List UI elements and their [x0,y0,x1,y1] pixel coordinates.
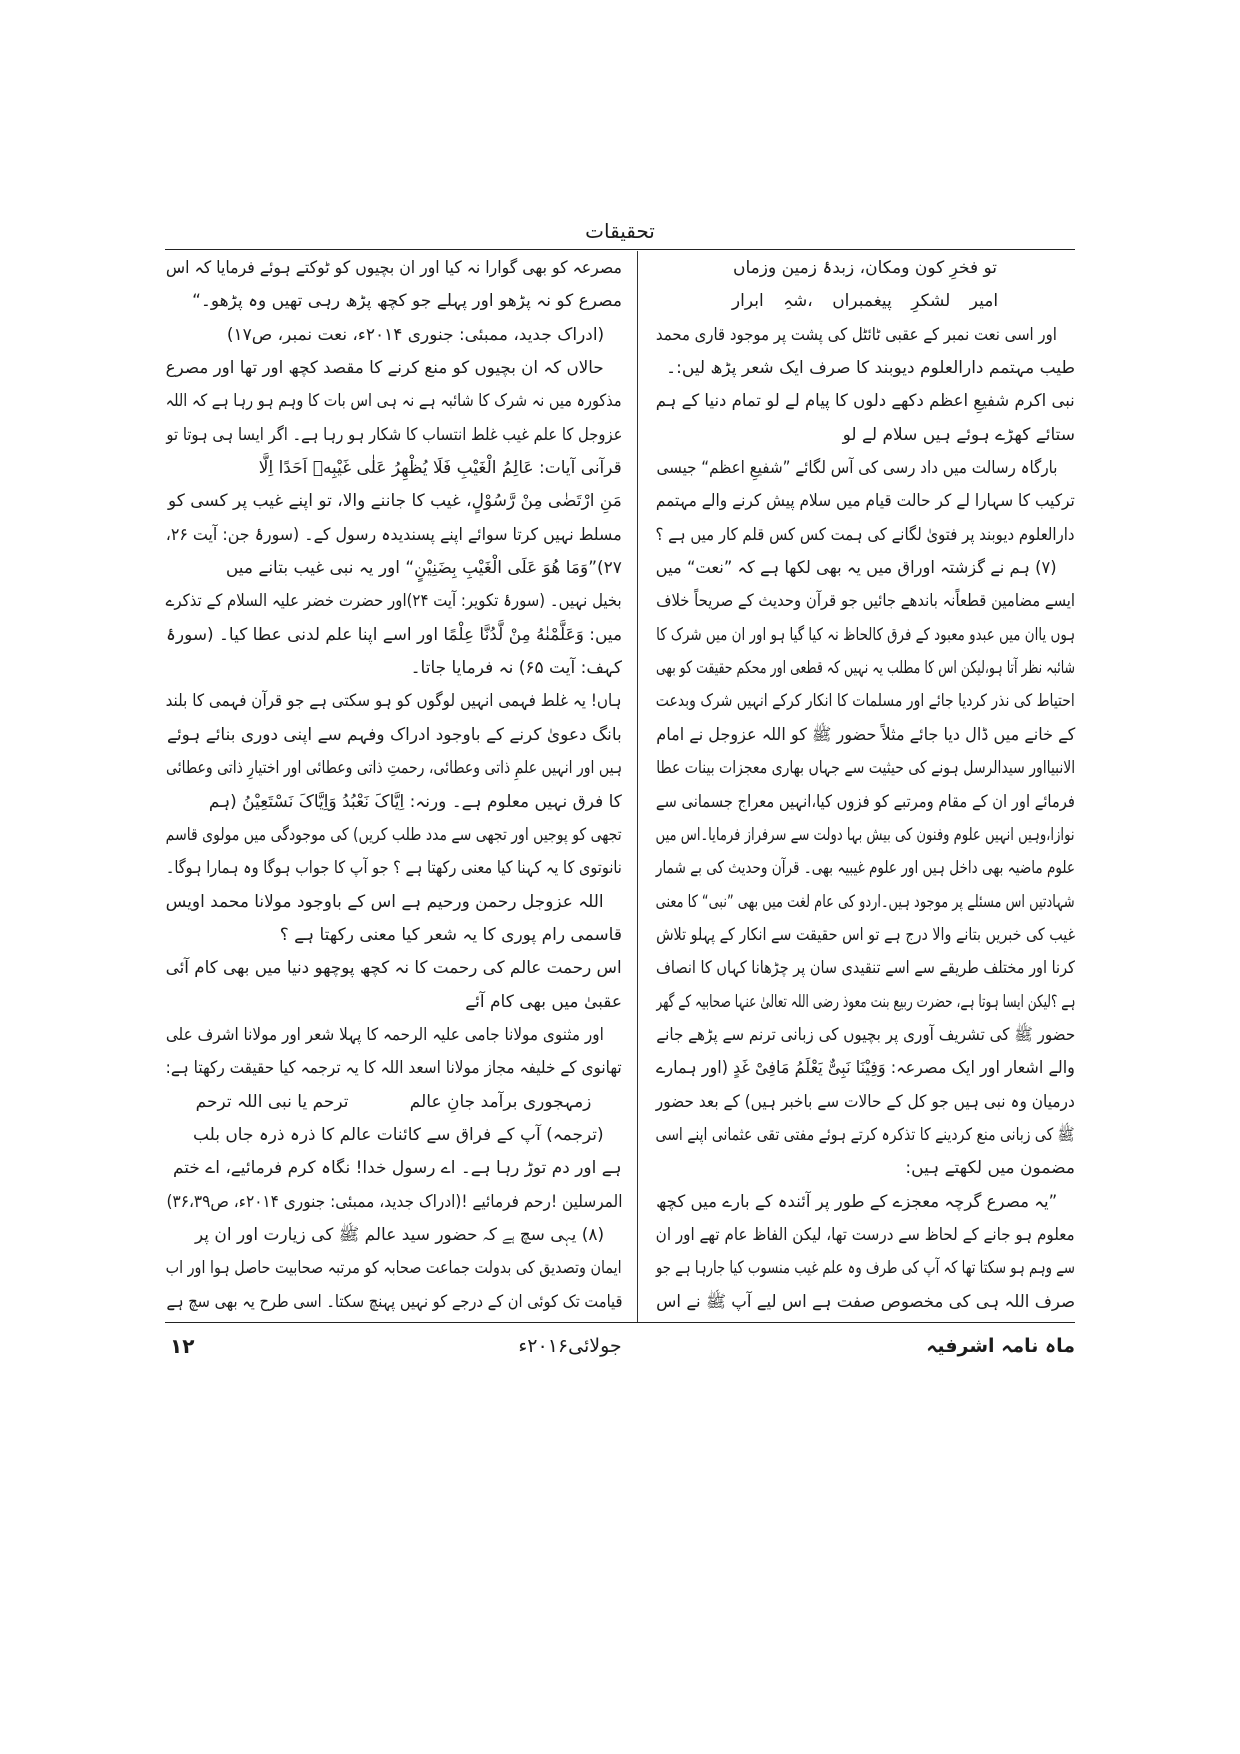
header-rule [165,249,1075,250]
line-text: شائبہ نظر آتا ہو،لیکن اس کا مطلب یہ نہیں کہ قطعی اور محکم حقیقت کو بھی [655,658,1075,679]
text-line [655,319,1075,352]
line-text: قاسمی رام پوری کا یہ شعر کیا معنی رکھتا ہے ؟ [279,924,622,945]
text-line [165,1152,622,1185]
text-line [655,285,1075,318]
text-line [165,752,622,785]
line-text: ہے ؟لیکن ایسا ہوتا ہے، حضرت ربیع بنت معوذ رضی اللہ تعالیٰ عنہا صحابیہ کے گھر [655,991,1075,1012]
text-line [165,619,622,652]
magazine-name: ماہ نامہ اشرفیہ [926,1335,1075,1357]
line-text: غیب کی خبریں بتانے والا درج ہے تو اس حقیقت سے انکار کے پہلو تلاش [655,924,1075,945]
line-text: تھانوی کے خلیفہ مجاز مولانا اسعد اللہ کا یہ ترجمہ کیا حقیقت رکھتا ہے: [165,1058,622,1079]
line-text: کرنا اور مختلف طریقے سے اسے تنقیدی سان پر چڑھانا کہاں کا انصاف [656,958,1075,979]
text-line [165,1252,622,1285]
text-line [655,385,1075,418]
text-line [655,886,1075,919]
line-text: کے خانے میں ڈال دیا جائے مثلاً حضور ﷺ کو اللہ عزوجل نے امام [655,724,1075,745]
text-line [165,485,622,518]
text-line [165,285,622,318]
text-line [655,719,1075,752]
text-line [165,819,622,852]
line-text: مَنِ ارْتَضٰی مِنْ رَّسُوْلٍ، غیب کا جاننے والا، تو اپنے غیب پر کسی کو [168,491,622,512]
text-line [165,552,622,585]
line-text: ”یہ مصرع گرچہ معجزے کے طور پر آئندہ کے بارے میں کچھ [655,1191,1057,1212]
line-text: میں: وَعَلَّمْنٰهُ مِنْ لَّدُنَّا عِلْمًا اور اسے اپنا علم لدنی عطا کیا۔ (سورۂ [165,624,622,645]
text-line [655,1086,1075,1119]
right-column [655,252,1075,1319]
text-line [165,919,622,952]
text-line [165,1186,622,1219]
line-text: اللہ عزوجل رحمن ورحیم ہے اس کے باوجود مولانا محمد اویس [166,891,604,912]
line-text: سے وہم ہو سکتا تھا کہ آپ کی طرف وہ علم غیب منسوب کیا جارہا ہے جو [655,1258,1075,1279]
line-text: نبی اکرم شفیعِ اعظم دکھے دلوں کا پیام لے لو تمام دنیا کے ہم [655,391,1075,412]
text-line [165,1019,622,1052]
text-line [165,252,622,285]
line-text: مذکورہ میں نہ شرک کا شائبہ ہے نہ ہی اس بات کا وہم ہو رہا ہے کہ اللہ [165,391,622,412]
line-text: مصرع کو نہ پڑھو اور پہلے جو کچھ پڑھ رہی تھیں وہ پڑھو۔“ [192,291,622,312]
text-line [655,1186,1075,1219]
line-text: مصرعہ کو بھی گوارا نہ کیا اور ان بچیوں کو ٹوکتے ہوئے فرمایا کہ اس [165,258,622,278]
text-line [165,652,622,685]
line-text: نانوتوی کا یہ کہنا کیا معنی رکھتا ہے ؟ جو آپ کا جواب ہوگا وہ ہمارا ہوگا۔ [166,858,622,879]
line-text: طیب مہتمم دارالعلوم دیوبند کا صرف ایک شعر پڑھ لیں:۔ [666,358,1075,379]
line-text: (۸) یہی سچ ہے کہ حضور سید عالم ﷺ کی زیارت اور ان پر [194,1224,604,1245]
line-text: دارالعلوم دیوبند پر فتویٰ لگانے کی ہمت کس کس قلم کار میں ہے ؟ [656,524,1075,545]
issue-date: جولائی۲۰۱۶ء [518,1335,622,1357]
text-line [655,1219,1075,1252]
text-line [165,886,622,919]
text-line [165,719,622,752]
text-line [165,852,622,885]
line-text: اور اسی نعت نمبر کے عقبی ٹائٹل کی پشت پر موجود قاری محمد [655,324,1057,345]
line-text: حالاں کہ ان بچیوں کو منع کرنے کا مقصد کچھ اور تھا اور مصرع [165,358,604,379]
left-column [165,252,622,1319]
text-line [655,1152,1075,1185]
line-text: فرمائے اور ان کے مقام ومرتبے کو فزوں کیا،انہیں معراج جسمانی سے [656,791,1075,812]
hemistich: زمہجوری برآمد جانِ عالم [409,1091,592,1112]
text-line [655,685,1075,718]
text-line [655,786,1075,819]
text-line [655,1286,1075,1319]
footer-rule [165,1322,1075,1323]
text-line [655,952,1075,985]
page-number: ۱۲ [170,1334,195,1358]
line-text: احتیاط کی نذر کردیا جائے اور مسلمات کا انکار کرکے انہیں شرک وبدعت [655,691,1075,712]
text-line [655,919,1075,952]
text-line [165,685,622,718]
line-text: (ادراک جدید، ممبئی: جنوری ۲۰۱۴ء، نعت نمبر، ص۱۷) [226,324,604,345]
text-line [655,252,1075,285]
line-text: صرف اللہ ہی کی مخصوص صفت ہے اس لیے آپ ﷺ نے اس [656,1291,1075,1312]
line-text: ایمان وتصدیق کی بدولت جماعت صحابہ کو مرتبہ صحابیت حاصل ہوا اور اب [166,1258,622,1279]
text-line [655,552,1075,585]
text-line [165,986,622,1019]
line-text: علوم ماضیہ بھی داخل ہیں اور علوم غیبیہ بھی۔ قرآن وحدیث کی بے شمار [655,858,1075,879]
text-line [655,352,1075,385]
text-line [655,519,1075,552]
line-text: اس رحمت عالم کی رحمت کا نہ کچھ پوچھو دنیا میں بھی کام آئی [166,958,622,979]
line-text: ﷺ کی زبانی منع کردینے کا تذکرہ کرتے ہوئے مفتی تقی عثمانی اپنے اسی [655,1124,1075,1145]
line-text: نوازا،وہیں انہیں علوم وفنون کی بیش بہا دولت سے سرفراز فرمایا۔اس میں [656,824,1075,845]
line-text: معلوم ہو جانے کے لحاظ سے درست تھا، لیکن الفاظ عام تھے اور ان [656,1224,1075,1245]
line-text: ۲۷)”وَمَا هُوَ عَلَی الْغَیْبِ بِضَنِیْنٍ“ اور یہ نبی غیب بتانے میں [226,558,622,579]
line-text: بانگ دعویٰ کرنے کے باوجود ادراک وفہم سے اپنی دوری بنائے ہوئے [167,724,622,745]
text-line [655,485,1075,518]
line-text: بارگاہ رسالت میں داد رسی کی آس لگائے ”شفیعِ اعظم“ جیسی [655,458,1057,479]
text-line [655,452,1075,485]
text-line [655,752,1075,785]
line-text: ایسے مضامین قطعاًنہ باندھے جائیں جو قرآن وحدیث کے صریحاً خلاف [656,591,1075,612]
line-text: اور مثنوی مولانا جامی علیہ الرحمہ کا پہلا شعر اور مولانا اشرف علی [166,1024,604,1045]
line-text: بخیل نہیں۔ (سورۂ تکویر: آیت ۲۴)اور حضرت خضر علیہ السلام کے تذکرے [166,591,622,612]
line-text: شہادتیں اس مسئلے پر موجود ہیں۔اردو کی عام لغت میں بھی ”نبی“ کا معنی [655,891,1075,912]
line-text: (۷) ہم نے گزشتہ اوراق میں یہ بھی لکھا ہے کہ ”نعت“ میں [655,558,1057,579]
line-text: الانبیااور سیدالرسل ہونے کی حیثیت سے جہاں بھاری معجزات بینات عطا [655,758,1075,779]
text-line [165,1052,622,1085]
line-text: قیامت تک کوئی ان کے درجے کو نہیں پہنچ سکتا۔ اسی طرح یہ بھی سچ ہے [166,1291,622,1312]
text-line [655,1119,1075,1152]
line-text: قرآنی آیات: عَالِمُ الْغَیْبِ فَلَا یُظْهِرُ عَلٰی غَیْبِهٖ اَحَدًا اِلَّا [259,458,622,479]
line-text: حضور ﷺ کی تشریف آوری پر بچیوں کی زبانی ترنم سے پڑھے جانے [655,1024,1075,1045]
line-text: ہوں یاان میں عبدو معبود کے فرق کالحاظ نہ کیا گیا ہو اور ان میں شرک کا [655,624,1075,645]
line-text: امیر لشکرِ پیغمبراں ،شہِ ابرار [731,291,999,312]
line-text: عقبیٰ میں بھی کام آئے [465,991,622,1012]
text-line [165,952,622,985]
text-line [165,1219,622,1252]
text-line [165,319,622,352]
line-text: مضمون میں لکھتے ہیں: [905,1158,1075,1179]
text-line [655,1052,1075,1085]
text-line [655,619,1075,652]
text-line [165,786,622,819]
text-line [165,585,622,618]
text-line [165,385,622,418]
running-head: تحقیقات [585,219,655,243]
line-text: المرسلین !رحم فرمائیے !(ادراک جدید، ممبئی: جنوری ۲۰۱۴ء، ص۳۶،۳۹) [166,1191,622,1212]
line-text: مسلط نہیں کرتا سوائے اپنے پسندیدہ رسول کے۔ (سورۂ جن: آیت ۲۶، [165,524,623,545]
text-line [165,452,622,485]
line-text: تو فخرِ کون ومکان، زبدۂ زمین وزماں [732,258,998,278]
line-text: کہف: آیت ۶۵) نہ فرمایا جاتا۔ [410,658,622,679]
line-text: درمیان وہ نبی ہیں جو کل کے حالات سے باخبر ہیں) کے بعد حضور [655,1091,1075,1112]
text-line [655,1252,1075,1285]
text-line [655,585,1075,618]
text-line [655,986,1075,1019]
verse-line [165,1086,622,1119]
line-text: تجھی کو پوجیں اور تجھی سے مدد طلب کریں) کی موجودگی میں مولوی قاسم [165,824,622,845]
text-line [165,519,622,552]
hemistich: ترحم یا نبی اللہ ترحم [195,1091,349,1112]
line-text: ہاں! یہ غلط فہمی انہیں لوگوں کو ہو سکتی ہے جو قرآن فہمی کا بلند [165,691,622,712]
text-line [655,819,1075,852]
line-text: ترکیب کا سہارا لے کر حالت قیام میں سلام پیش کرنے والے مہتمم [656,491,1075,512]
line-text: ہے اور دم توڑ رہا ہے۔ اے رسول خدا! نگاہ کرم فرمائیے، اے ختم [173,1158,622,1179]
text-line [655,1019,1075,1052]
text-line [165,1286,622,1319]
line-text: عزوجل کا علم غیب غلط انتساب کا شکار ہو رہا ہے۔ اگر ایسا ہی ہوتا تو [165,424,622,445]
line-text: (ترجمہ) آپ کے فراق سے کائنات عالم کا ذرہ ذرہ جاں بلب [193,1124,604,1145]
line-text: والے اشعار اور ایک مصرعہ: وَفِیْنَا نَبِیٌّ یَعْلَمُ مَافِیْ غَدٍ (اور ہمارے [656,1058,1075,1079]
line-text: ہیں اور انہیں علمِ ذاتی وعطائی، رحمتِ ذاتی وعطائی اور اختیارِ ذاتی وعطائی [165,758,622,779]
line-text: ستائے کھڑے ہوئے ہیں سلام لے لو [842,424,1075,445]
text-line [655,652,1075,685]
line-text: کا فرق نہیں معلوم ہے۔ ورنہ: اِیَّاکَ نَعْبُدُ وَاِیَّاکَ نَسْتَعِیْنُ (ہم [209,791,622,812]
text-line [655,852,1075,885]
text-line [165,352,622,385]
text-line [655,419,1075,452]
text-line [165,419,622,452]
text-line [165,1119,622,1152]
